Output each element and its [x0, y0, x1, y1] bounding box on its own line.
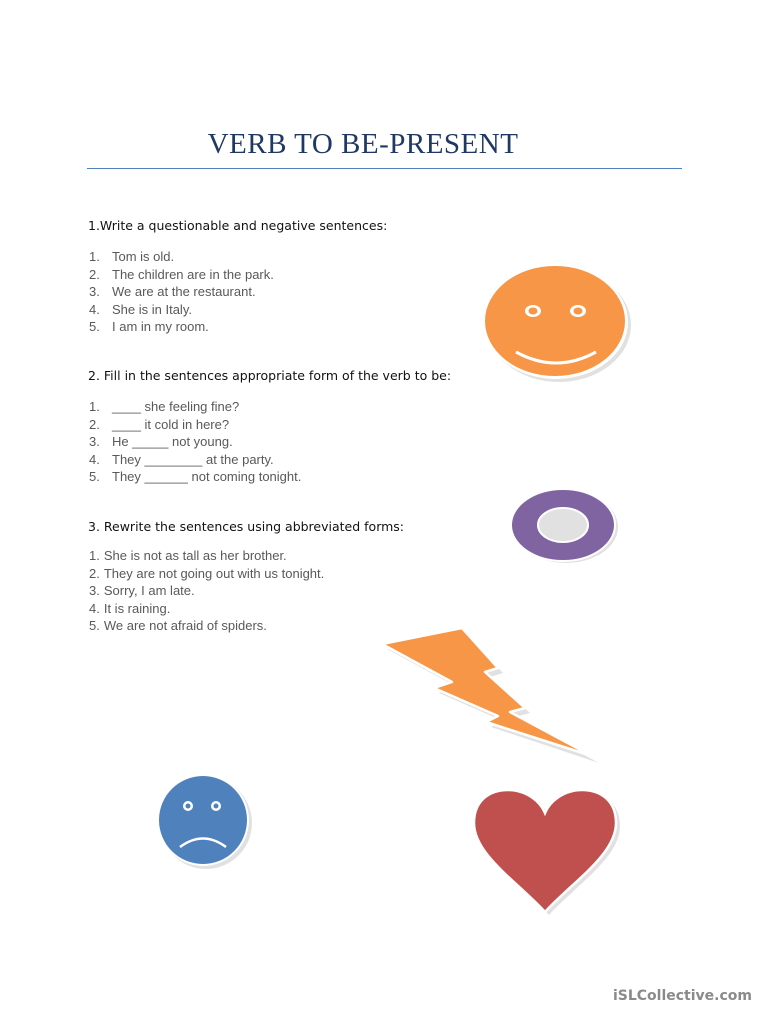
- section-2-heading: 2. Fill in the sentences appropriate form of the verb to be:: [88, 368, 452, 383]
- heart-icon: [468, 786, 624, 920]
- title-underline: [87, 168, 682, 169]
- list-item: 1. She is not as tall as her brother.: [89, 548, 287, 563]
- list-item: 1. ____ she feeling fine?: [89, 399, 240, 414]
- sad-face-icon: [153, 772, 257, 872]
- list-item: 2. ____ it cold in here?: [89, 416, 230, 432]
- list-item: 5. We are not afraid of spiders.: [89, 618, 267, 634]
- section-3-list: [89, 547, 324, 635]
- footer-watermark: iSLCollective.com: [612, 988, 752, 1004]
- section-1-heading: 1.Write a questionable and negative sentences:: [88, 218, 388, 233]
- list-item: 1. Tom is old.: [89, 249, 175, 264]
- list-item: 4. It is raining.: [89, 600, 171, 616]
- list-item: 4. They ________ at the party.: [89, 451, 274, 467]
- list-item: 3. He _____ not young.: [89, 434, 233, 450]
- list-item: 3. Sorry, I am late.: [89, 583, 195, 599]
- list-item: 5. I am in my room.: [89, 319, 209, 335]
- section-2-list: [89, 398, 301, 486]
- ring-icon: [508, 486, 622, 566]
- lightning-bolt-icon: [376, 622, 602, 764]
- section-3-heading: 3. Rewrite the sentences using abbreviated forms:: [88, 519, 405, 534]
- page-title: VERB TO BE-PRESENT: [207, 128, 519, 160]
- list-item: 5. They ______ not coming tonight.: [89, 469, 302, 485]
- list-item: 4. She is in Italy.: [89, 301, 192, 317]
- list-item: 3. We are at the restaurant.: [89, 284, 256, 300]
- list-item: 2. They are not going out with us tonight.: [89, 565, 325, 581]
- section-1-list: [89, 248, 274, 336]
- smiley-face-icon: [478, 262, 638, 384]
- list-item: 2. The children are in the park.: [89, 266, 274, 282]
